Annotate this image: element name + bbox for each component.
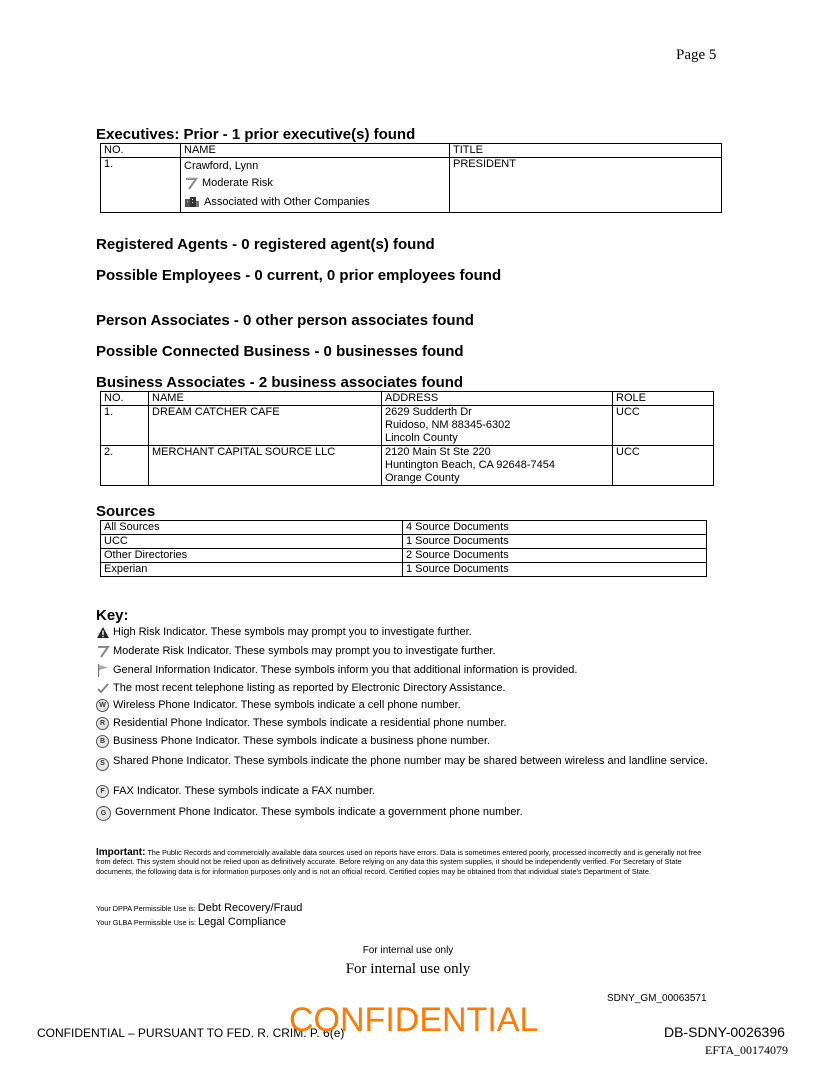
address-line: Ruidoso, NM 88345-6302 (385, 419, 511, 431)
internal-use-note: For internal use only (362, 945, 454, 956)
key-item-shared (96, 754, 708, 771)
moderate-risk-icon (96, 645, 110, 658)
db-bates-id: DB-SDNY-0026396 (664, 1024, 785, 1040)
source-name: Other Directories (101, 549, 403, 563)
person-associates-heading: Person Associates - 0 other person associates found (96, 312, 474, 329)
key-text: Business Phone Indicator. These symbols indicate a business phone number. (113, 735, 491, 747)
moderate-risk-indicator (184, 174, 273, 192)
address-line: Lincoln County (385, 432, 458, 444)
key-heading: Key: (96, 607, 129, 624)
table-row (101, 446, 714, 486)
assoc-role: UCC (613, 446, 714, 486)
col-title: TITLE (450, 144, 722, 158)
registered-agents-heading: Registered Agents - 0 registered agent(s) found (96, 236, 435, 253)
source-name: All Sources (101, 521, 403, 535)
possible-employees-heading: Possible Employees - 0 current, 0 prior employees found (96, 267, 502, 284)
business-associates-table (100, 391, 714, 486)
key-text: Government Phone Indicator. These symbols indicate a government phone number. (115, 806, 523, 818)
sources-table (100, 520, 707, 577)
key-text: Shared Phone Indicator. These symbols indicate the phone number may be shared between wireless and landline service. (113, 755, 708, 767)
important-label: Important: (96, 847, 146, 858)
col-name: NAME (149, 392, 382, 406)
important-notice (96, 848, 708, 876)
source-name: UCC (101, 535, 403, 549)
executives-heading: Executives: Prior - 1 prior executive(s) found (96, 126, 416, 143)
important-text: The Public Records and commercially available data sources used on reports have errors. Data is sometimes entered poorly, processed incorrectly and is generally not free from defect. This system should not be relied upon as definitively accurate. Before relying on any data this system supplies, it should be independently verified. For Secretary of State documents, the following data is for information purposes only and is not an official record. Certified copies may be obtained from that individual state's Department of State. (96, 848, 702, 876)
checkmark-icon (96, 682, 110, 695)
key-item-high-risk (96, 626, 708, 639)
source-count: 2 Source Documents (403, 549, 707, 563)
executives-table (100, 143, 722, 213)
col-no: NO. (101, 144, 181, 158)
key-item-telephone-listing (96, 682, 708, 695)
dppa-label: Your DPPA Permissible Use is: (96, 904, 198, 913)
exec-title: PRESIDENT (450, 158, 722, 213)
key-text: The most recent telephone listing as reported by Electronic Directory Assistance. (113, 682, 506, 694)
key-text: Residential Phone Indicator. These symbols indicate a residential phone number. (113, 717, 507, 729)
assoc-name: MERCHANT CAPITAL SOURCE LLC (149, 446, 382, 486)
confidential-footer-note: CONFIDENTIAL – PURSUANT TO FED. R. CRIM. P. 6(e) (37, 1026, 345, 1040)
confidential-stamp: CONFIDENTIAL (289, 1001, 539, 1039)
glba-label: Your GLBA Permissible Use is: (96, 918, 198, 927)
government-phone-icon: G (96, 806, 111, 821)
table-row (101, 158, 722, 213)
residential-phone-icon: R (96, 717, 109, 730)
exec-no: 1. (101, 158, 181, 213)
efta-id: EFTA_00174079 (705, 1043, 789, 1057)
key-text: FAX Indicator. These symbols indicate a FAX number. (113, 785, 376, 797)
source-count: 1 Source Documents (403, 535, 707, 549)
sources-heading: Sources (96, 503, 156, 520)
shared-phone-icon: S (96, 758, 109, 771)
exec-name: Crawford, Lynn (184, 160, 259, 172)
wireless-phone-icon: W (96, 699, 109, 712)
business-associates-heading: Business Associates - 2 business associates found (96, 374, 464, 391)
assoc-address (382, 446, 613, 486)
table-row (101, 549, 707, 563)
assoc-no: 2. (101, 446, 149, 486)
col-address: ADDRESS (382, 392, 613, 406)
col-role: ROLE (613, 392, 714, 406)
table-row (101, 535, 707, 549)
col-no: NO. (101, 392, 149, 406)
sdny-bates-id: SDNY_GM_00063571 (607, 993, 707, 1004)
indicator-label: Moderate Risk (202, 176, 273, 189)
dppa-value: Debt Recovery/Fraud (197, 902, 303, 914)
key-item-wireless (96, 699, 708, 712)
fax-icon: F (96, 785, 109, 798)
dppa-permissible-use (96, 902, 302, 914)
key-item-general-info (96, 664, 708, 677)
key-item-government (96, 806, 708, 821)
page-number: Page 5 (676, 47, 717, 63)
assoc-role: UCC (613, 406, 714, 446)
exec-name-cell (181, 158, 450, 213)
address-line: 2629 Sudderth Dr (385, 406, 472, 418)
source-count: 4 Source Documents (403, 521, 707, 535)
associated-companies-indicator (184, 194, 370, 211)
key-text: High Risk Indicator. These symbols may prompt you to investigate further. (113, 626, 472, 638)
indicator-label: Associated with Other Companies (204, 195, 370, 208)
assoc-address (382, 406, 613, 446)
key-item-moderate-risk (96, 645, 708, 658)
table-row (101, 406, 714, 446)
key-text: Wireless Phone Indicator. These symbols indicate a cell phone number. (113, 699, 461, 711)
glba-value: Legal Compliance (197, 916, 286, 928)
building-icon (184, 196, 200, 208)
glba-permissible-use (96, 916, 286, 928)
key-item-residential (96, 717, 708, 730)
key-item-fax (96, 785, 708, 798)
address-line: Huntington Beach, CA 92648-7454 (385, 459, 556, 471)
address-line: Orange County (385, 472, 460, 484)
connected-business-heading: Possible Connected Business - 0 businesses found (96, 343, 464, 360)
flag-icon (96, 664, 110, 677)
key-text: General Information Indicator. These symbols inform you that additional information is provided. (113, 664, 578, 676)
table-row (101, 521, 707, 535)
table-row (101, 563, 707, 577)
source-name: Experian (101, 563, 403, 577)
assoc-no: 1. (101, 406, 149, 446)
moderate-risk-icon (184, 177, 198, 190)
internal-use-note-serif: For internal use only (345, 961, 471, 977)
key-item-business (96, 735, 708, 748)
high-risk-icon (96, 626, 110, 639)
source-count: 1 Source Documents (403, 563, 707, 577)
key-text: Moderate Risk Indicator. These symbols may prompt you to investigate further. (113, 645, 496, 657)
col-name: NAME (181, 144, 450, 158)
business-phone-icon: B (96, 735, 109, 748)
address-line: 2120 Main St Ste 220 (385, 446, 491, 458)
assoc-name: DREAM CATCHER CAFE (149, 406, 382, 446)
